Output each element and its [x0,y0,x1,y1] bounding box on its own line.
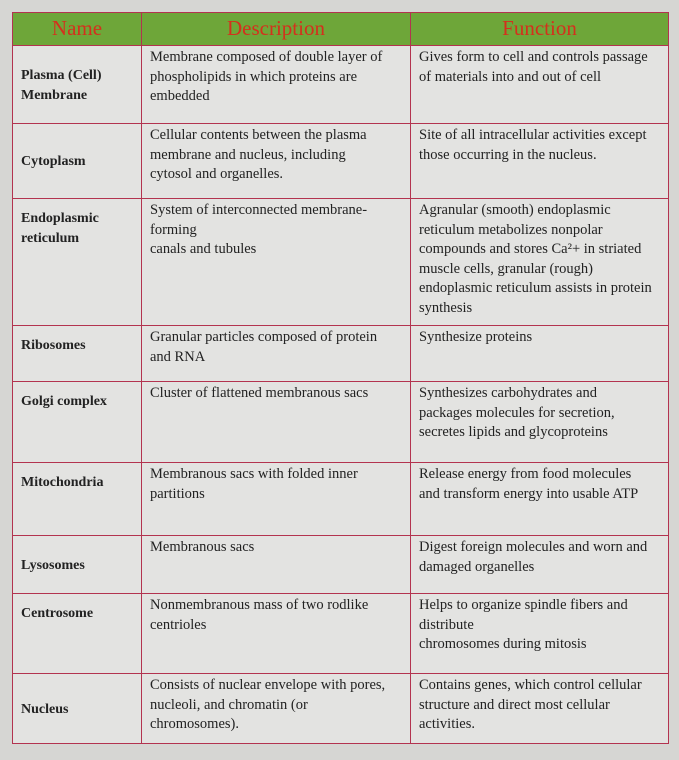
name-line: Lysosomes [21,557,85,573]
table-row [13,463,669,536]
table-row [13,199,669,326]
description-line: and RNA [150,348,206,365]
function-line: those occurring in the nucleus. [419,146,597,163]
cell-name [13,594,142,674]
function-line: distribute [419,616,474,633]
function-line: of materials into and out of cell [419,68,602,85]
name-line: Ribosomes [21,338,86,353]
name-line: Plasma (Cell) [21,68,102,83]
function-line: muscle cells, granular (rough) [419,260,593,277]
function-line: synthesis [419,299,473,316]
name-line: Membrane [21,87,88,103]
cell-function [411,326,669,382]
cell-name [13,463,142,536]
name-line: Golgi complex [21,394,107,409]
description-line: nucleoli, and chromatin (or [150,696,308,713]
organelle-table [12,12,669,744]
name-line: Cytoplasm [21,154,86,170]
description-line: Cluster of flattened membranous sacs [150,385,369,401]
description-line: forming [150,221,197,238]
cell-function [411,674,669,744]
function-line: secretes lipids and glycoproteins [419,424,608,440]
function-line: Gives form to cell and controls passage [419,49,648,65]
function-line: packages molecules for secretion, [419,404,615,421]
cell-description [142,326,411,382]
table-row [13,674,669,744]
function-line: Release energy from food molecules [419,466,632,482]
function-line: activities. [419,716,475,732]
cell-name [13,124,142,199]
cell-description [142,463,411,536]
description-line: chromosomes). [150,716,239,732]
description-line: Cellular contents between the plasma [150,127,367,143]
description-line: Consists of nuclear envelope with pores, [150,677,386,693]
description-line: Membranous sacs with folded inner [150,466,358,482]
table-row [13,536,669,594]
cell-description [142,124,411,199]
cell-name [13,199,142,326]
cell-description [142,46,411,124]
description-line: cytosol and organelles. [150,166,284,182]
function-line: Digest foreign molecules and worn and [419,539,648,555]
table-row [13,124,669,199]
name-line: reticulum [21,230,80,246]
cell-function [411,536,669,594]
cell-description [142,594,411,674]
cell-name [13,536,142,594]
cell-function [411,594,669,674]
cell-description [142,674,411,744]
description-line: System of interconnected membrane- [150,202,368,218]
function-line: compounds and stores Ca²+ in striated [419,241,642,257]
table-row [13,594,669,674]
cell-function [411,382,669,463]
function-line: Site of all intracellular activities except [419,127,647,143]
description-line: canals and tubules [150,241,257,257]
function-line: reticulum metabolizes nonpolar [419,221,603,238]
cell-name [13,382,142,463]
function-line: structure and direct most cellular [419,696,610,713]
table-row [13,382,669,463]
function-line: and transform energy into usable ATP [419,485,639,502]
name-line: Mitochondria [21,475,104,490]
description-line: Nonmembranous mass of two rodlike [150,597,369,613]
function-line: Contains genes, which control cellular [419,677,642,693]
cell-name [13,46,142,124]
description-line: Granular particles composed of protein [150,329,378,345]
function-line: Synthesize proteins [419,329,533,345]
description-line: Membranous sacs [150,539,255,555]
name-line: Endoplasmic [21,211,99,226]
cell-description [142,382,411,463]
cell-function [411,463,669,536]
function-line: endoplasmic reticulum assists in protein [419,280,652,296]
description-line: partitions [150,485,205,502]
function-line: damaged organelles [419,558,535,575]
header-description: Description [142,13,411,46]
function-line: Agranular (smooth) endoplasmic [419,202,611,218]
table-row [13,46,669,124]
description-line: embedded [150,88,210,104]
cell-description [142,199,411,326]
name-line: Centrosome [21,606,94,621]
description-line: phospholipids in which proteins are [150,68,358,85]
table-row [13,326,669,382]
description-line: centrioles [150,616,207,633]
cell-name [13,674,142,744]
function-line: Synthesizes carbohydrates and [419,385,597,401]
description-line: Membrane composed of double layer of [150,49,383,65]
cell-description [142,536,411,594]
function-line: chromosomes during mitosis [419,636,587,652]
header-row [13,13,669,46]
description-line: membrane and nucleus, including [150,146,346,163]
function-line: Helps to organize spindle fibers and [419,597,628,613]
cell-function [411,46,669,124]
header-name: Name [13,13,142,46]
cell-function [411,124,669,199]
header-function: Function [411,13,669,46]
cell-name [13,326,142,382]
name-line: Nucleus [21,701,69,717]
cell-function [411,199,669,326]
